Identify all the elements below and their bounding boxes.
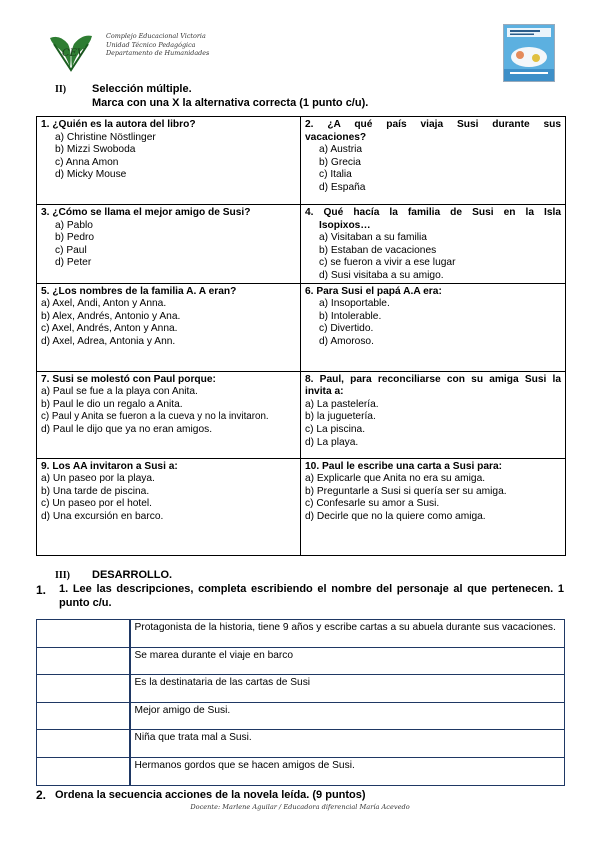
question-text: 8. Paul, para reconciliarse con su amiga Susi la bbox=[305, 373, 561, 385]
option-a[interactable]: a) Insoportable. bbox=[319, 298, 390, 310]
description-1: Protagonista de la historia, tiene 9 años y escribe cartas a su abuela durante sus vacaciones. bbox=[130, 620, 565, 648]
answer-cell-4[interactable] bbox=[37, 703, 130, 730]
question-5 bbox=[37, 283, 301, 371]
answer-cell-1[interactable] bbox=[37, 620, 130, 648]
answer-cell-6[interactable] bbox=[37, 758, 130, 786]
question-text: 10. Paul le escribe una carta a Susi para: bbox=[305, 460, 503, 472]
answer-cell-3[interactable] bbox=[37, 675, 130, 703]
table-row bbox=[37, 371, 566, 458]
option-c[interactable]: c) Confesarle su amor a Susi. bbox=[305, 498, 440, 510]
option-d[interactable]: d) Una excursión en barco. bbox=[41, 510, 164, 522]
table-row bbox=[37, 117, 566, 205]
section-2-instruction: Marca con una X la alternativa correcta (1 punto c/u). bbox=[92, 97, 369, 109]
table-row bbox=[37, 283, 566, 371]
school-line-1: Complejo Educacional Victoria bbox=[106, 32, 206, 40]
description-2: Se marea durante el viaje en barco bbox=[130, 648, 565, 675]
option-c[interactable]: c) Paul y Anita se fueron a la cueva y no la invitaron. bbox=[41, 411, 269, 423]
footer-signature: Docente: Marlene Aguilar / Educadora diferencial María Acevedo bbox=[190, 803, 410, 811]
table-row bbox=[37, 648, 565, 675]
description-6: Hermanos gordos que se hacen amigos de Susi. bbox=[130, 758, 565, 786]
option-a[interactable]: a) Visitaban a su familia bbox=[319, 232, 427, 244]
table-row bbox=[37, 730, 565, 758]
table-row bbox=[37, 205, 566, 284]
section-2-title: Selección múltiple. bbox=[92, 83, 192, 95]
question-7 bbox=[37, 371, 301, 458]
option-d[interactable]: d) Decirle que no la quiere como amiga. bbox=[305, 510, 486, 522]
description-3: Es la destinataria de las cartas de Susi bbox=[130, 675, 565, 703]
table-row bbox=[37, 703, 565, 730]
table-row bbox=[37, 675, 565, 703]
option-c[interactable]: c) se fueron a vivir a ese lugar bbox=[319, 257, 456, 269]
option-a[interactable]: a) Christine Nöstlinger bbox=[55, 131, 156, 143]
question-4 bbox=[301, 205, 566, 284]
option-b[interactable]: b) Una tarde de piscina. bbox=[41, 485, 150, 497]
section-3-numeral: III) bbox=[55, 570, 71, 581]
option-c[interactable]: c) Divertido. bbox=[319, 323, 374, 335]
question-text: 4. Qué hacía la familia de Susi en la Isla bbox=[305, 207, 561, 218]
question-10 bbox=[301, 458, 566, 555]
option-c[interactable]: c) La piscina. bbox=[305, 423, 366, 435]
option-a[interactable]: a) Axel, Andi, Anton y Anna. bbox=[41, 298, 167, 310]
option-a[interactable]: a) Paul se fue a la playa con Anita. bbox=[41, 386, 198, 398]
school-logo-icon bbox=[46, 30, 96, 72]
option-d[interactable]: d) Micky Mouse bbox=[55, 169, 127, 181]
item-1-number: 1. bbox=[36, 583, 47, 597]
question-6 bbox=[301, 283, 566, 371]
svg-text:CEV: CEV bbox=[62, 48, 85, 59]
option-c[interactable]: c) Italia bbox=[319, 169, 352, 181]
table-row bbox=[37, 458, 566, 555]
option-b[interactable]: b) Mizzi Swoboda bbox=[55, 144, 136, 156]
option-a[interactable]: a) Austria bbox=[319, 144, 363, 156]
option-c[interactable]: c) Un paseo por el hotel. bbox=[41, 498, 152, 510]
option-d[interactable]: d) Axel, Adrea, Antonia y Ann. bbox=[41, 335, 176, 347]
item-2-number: 2. bbox=[36, 788, 47, 802]
option-b[interactable]: b) Preguntarle a Susi si quería ser su amiga. bbox=[305, 485, 507, 497]
option-b[interactable]: b) Alex, Andrés, Antonio y Ana. bbox=[41, 310, 181, 322]
option-b[interactable]: b) Intolerable. bbox=[319, 310, 382, 322]
description-4: Mejor amigo de Susi. bbox=[130, 703, 565, 730]
option-d[interactable]: d) Amoroso. bbox=[319, 335, 374, 347]
question-text: 5. ¿Los nombres de la familia A. A eran? bbox=[41, 285, 237, 297]
question-2 bbox=[301, 117, 566, 205]
option-b[interactable]: b) Grecia bbox=[319, 156, 361, 168]
question-8 bbox=[301, 371, 566, 458]
option-b[interactable]: b) Paul le dio un regalo a Anita. bbox=[41, 398, 183, 410]
section-2-numeral: II) bbox=[55, 84, 67, 95]
question-text-cont: invita a: bbox=[305, 386, 344, 398]
description-5: Niña que trata mal a Susi. bbox=[130, 730, 565, 758]
answer-cell-2[interactable] bbox=[37, 648, 130, 675]
option-b[interactable]: b) la juguetería. bbox=[305, 411, 376, 423]
option-a[interactable]: a) Explicarle que Anita no era su amiga. bbox=[305, 473, 486, 485]
question-text: 6. Para Susi el papá A.A era: bbox=[305, 285, 442, 297]
option-a[interactable]: a) La pastelería. bbox=[305, 398, 379, 410]
question-text: 1. ¿Quién es la autora del libro? bbox=[41, 119, 196, 130]
question-text: 7. Susi se molestó con Paul porque: bbox=[41, 373, 216, 385]
item-2-instruction: Ordena la secuencia acciones de la novela leída. (9 puntos) bbox=[55, 789, 366, 801]
option-a[interactable]: a) Pablo bbox=[55, 219, 93, 231]
question-3 bbox=[37, 205, 301, 284]
option-d[interactable]: d) Susi visitaba a su amigo. bbox=[319, 269, 444, 281]
item-1-instruction: 1. Lee las descripciones, completa escribiendo el nombre del personaje al que pertenecen. 1 bbox=[59, 583, 564, 595]
multiple-choice-table bbox=[36, 116, 566, 556]
option-d[interactable]: d) La playa. bbox=[305, 436, 359, 448]
question-text-cont: vacaciones? bbox=[305, 131, 367, 143]
question-text-cont: Isopixos… bbox=[319, 219, 371, 231]
option-d[interactable]: d) Peter bbox=[55, 257, 92, 269]
question-text: 3. ¿Cómo se llama el mejor amigo de Susi? bbox=[41, 207, 251, 218]
option-c[interactable]: c) Axel, Andrés, Anton y Anna. bbox=[41, 323, 178, 335]
section-3-title: DESARROLLO. bbox=[92, 569, 173, 581]
school-line-3: Departamento de Humanidades bbox=[106, 49, 210, 58]
option-c[interactable]: c) Paul bbox=[55, 244, 87, 256]
question-text: 2. ¿A qué país viaja Susi durante sus bbox=[305, 119, 561, 130]
character-description-table bbox=[36, 619, 565, 786]
option-a[interactable]: a) Un paseo por la playa. bbox=[41, 473, 155, 485]
question-9 bbox=[37, 458, 301, 555]
book-cover-image bbox=[503, 24, 555, 82]
table-row bbox=[37, 758, 565, 786]
option-b[interactable]: b) Estaban de vacaciones bbox=[319, 244, 437, 256]
question-text: 9. Los AA invitaron a Susi a: bbox=[41, 460, 178, 472]
school-line-2: Unidad Técnico Pedagógica bbox=[106, 40, 196, 49]
option-b[interactable]: b) Pedro bbox=[55, 232, 95, 244]
school-name bbox=[106, 32, 209, 58]
question-1 bbox=[37, 117, 301, 205]
table-row bbox=[37, 620, 565, 648]
option-d[interactable]: d) España bbox=[319, 181, 366, 193]
item-1-instruction-cont: punto c/u. bbox=[59, 597, 112, 609]
option-c[interactable]: c) Anna Amon bbox=[55, 156, 119, 168]
answer-cell-5[interactable] bbox=[37, 730, 130, 758]
option-d[interactable]: d) Paul le dijo que ya no eran amigos. bbox=[41, 423, 213, 435]
